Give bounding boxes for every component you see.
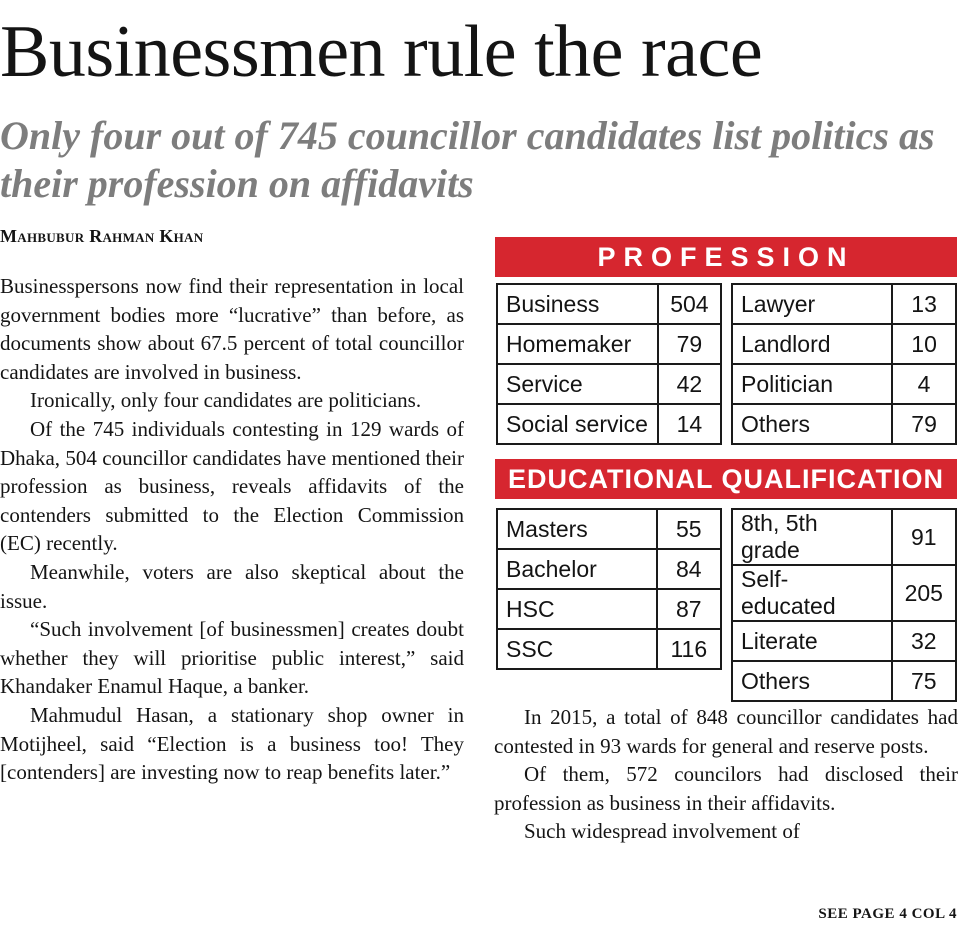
table-cell-value: 10 xyxy=(892,324,956,364)
table-cell-value: 87 xyxy=(657,589,721,629)
paragraph: Mahmudul Hasan, a stationary shop owner in Motijheel, said “Election is a business too! They [contenders] are investing now to reap benefits later.” xyxy=(0,702,464,785)
table-row xyxy=(732,509,956,565)
education-table-left xyxy=(496,508,722,670)
table-cell-value: 79 xyxy=(892,404,956,444)
table-cell-label: Social service xyxy=(497,404,658,444)
table-row xyxy=(497,629,721,669)
continuation-note: SEE PAGE 4 COL 4 xyxy=(818,906,957,922)
table-row xyxy=(497,509,721,549)
paragraph: Businesspersons now find their representation in local government bodies more “lucrative” than before, as documents show about 67.5 percent of total councillor candidates are involved in business. xyxy=(0,274,464,384)
table-cell-value: 91 xyxy=(892,509,956,565)
table-cell-label: Business xyxy=(497,284,658,324)
paragraph: “Such involvement [of businessmen] creates doubt whether they will prioritise public interest,” said Khandaker Enamul Haque, a banker. xyxy=(0,617,464,699)
paragraph: In 2015, a total of 848 councillor candidates had contested in 93 wards for general and reserve posts. xyxy=(494,705,958,758)
table-cell-label: Others xyxy=(732,661,892,701)
table-row xyxy=(497,364,721,404)
table-cell-label: Others xyxy=(732,404,892,444)
table-cell-value: 84 xyxy=(657,549,721,589)
table-row xyxy=(497,589,721,629)
table-row xyxy=(732,284,956,324)
headline: Businessmen rule the race xyxy=(0,11,763,93)
table-cell-value: 32 xyxy=(892,621,956,661)
table-row xyxy=(732,404,956,444)
table-cell-label: Lawyer xyxy=(732,284,892,324)
article-body-left-column xyxy=(0,272,464,787)
table-row xyxy=(497,404,721,444)
table-cell-label: Masters xyxy=(497,509,657,549)
table-cell-value: 116 xyxy=(657,629,721,669)
paragraph: Ironically, only four candidates are politicians. xyxy=(30,388,422,413)
table-cell-label: HSC xyxy=(497,589,657,629)
table-row xyxy=(732,661,956,701)
table-cell-label: Homemaker xyxy=(497,324,658,364)
table-cell-value: 14 xyxy=(658,404,721,444)
table-cell-value: 504 xyxy=(658,284,721,324)
table-cell-value: 75 xyxy=(892,661,956,701)
table-row xyxy=(732,324,956,364)
paragraph: Of the 745 individuals contesting in 129 wards of Dhaka, 504 councillor candidates have mentioned their profession as business, reveals affidavits of the contenders submitted to the Election Commission (EC) recently. xyxy=(0,416,464,556)
table-row xyxy=(732,565,956,621)
table-row xyxy=(497,549,721,589)
table-cell-value: 55 xyxy=(657,509,721,549)
table-cell-label: 8th, 5th grade xyxy=(732,509,892,565)
table-row xyxy=(732,364,956,404)
table-row xyxy=(497,284,721,324)
table-cell-label: SSC xyxy=(497,629,657,669)
profession-table-left xyxy=(496,283,722,445)
education-banner: EDUCATIONAL QUALIFICATION xyxy=(495,459,957,499)
paragraph: Of them, 572 councilors had disclosed their profession as business in their affidavits. xyxy=(494,762,958,815)
table-row xyxy=(732,621,956,661)
article-body-right-column xyxy=(494,703,958,846)
table-cell-label: Self-educated xyxy=(732,565,892,621)
paragraph: Meanwhile, voters are also skeptical about the issue. xyxy=(0,559,464,613)
subheadline: Only four out of 745 councillor candidates list politics as their profession on affidavits xyxy=(0,113,935,206)
table-cell-label: Service xyxy=(497,364,658,404)
byline: Mahbubur Rahman Khan xyxy=(0,226,204,246)
table-cell-label: Bachelor xyxy=(497,549,657,589)
profession-banner: PROFESSION xyxy=(495,237,957,277)
profession-table-right xyxy=(731,283,957,445)
table-cell-value: 79 xyxy=(658,324,721,364)
table-cell-label: Literate xyxy=(732,621,892,661)
table-cell-label: Politician xyxy=(732,364,892,404)
table-cell-value: 4 xyxy=(892,364,956,404)
table-row xyxy=(497,324,721,364)
table-cell-value: 42 xyxy=(658,364,721,404)
education-table-right xyxy=(731,508,957,702)
table-cell-value: 205 xyxy=(892,565,956,621)
table-cell-label: Landlord xyxy=(732,324,892,364)
table-cell-value: 13 xyxy=(892,284,956,324)
paragraph: Such widespread involvement of xyxy=(524,819,800,844)
